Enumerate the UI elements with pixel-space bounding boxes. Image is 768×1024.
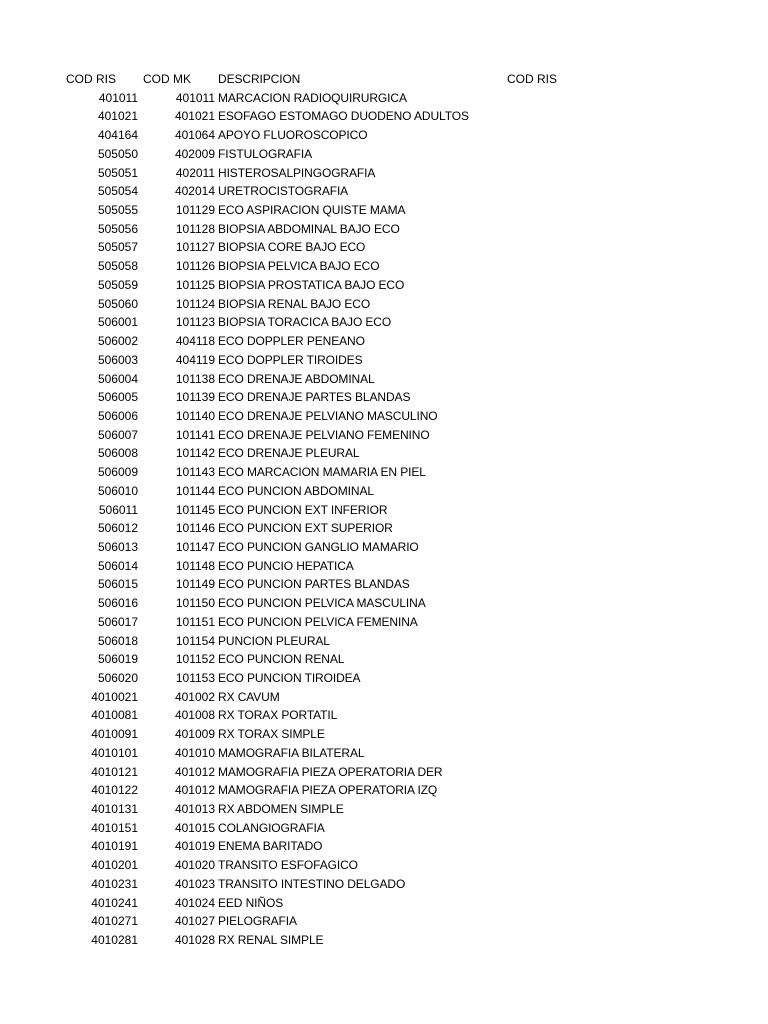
table-row — [0, 594, 768, 613]
cell-cod-mk: 404119 — [175, 352, 215, 367]
cell-cod-ris: 505056 — [97, 221, 138, 236]
cell-cod-mk: 101144 — [175, 483, 215, 498]
cell-cod-mk: 401021 — [174, 109, 215, 124]
cell-descripcion: TRANSITO INTESTINO DELGADO — [218, 876, 406, 891]
cell-cod-mk: 401008 — [174, 708, 215, 723]
cell-cod-mk: 404118 — [175, 334, 215, 349]
header-cod-ris: COD RIS — [66, 72, 117, 86]
cell-descripcion: ECO PUNCION PELVICA MASCULINA — [218, 596, 426, 611]
cell-cod-mk: 101139 — [175, 390, 215, 405]
cell-cod-ris: 4010122 — [91, 783, 138, 798]
header-row — [0, 70, 768, 89]
cell-descripcion: URETROCISTOGRAFIA — [218, 184, 349, 199]
cell-cod-ris: 506009 — [97, 465, 138, 480]
cell-cod-mk: 402011 — [175, 165, 215, 180]
cell-cod-mk: 101124 — [175, 296, 215, 311]
cell-cod-ris: 505055 — [97, 203, 138, 218]
cell-cod-ris: 4010091 — [91, 727, 138, 742]
cell-cod-ris: 4010271 — [91, 914, 138, 929]
cell-cod-mk: 101123 — [175, 315, 215, 330]
table-row — [0, 613, 768, 632]
cell-descripcion: RX TORAX SIMPLE — [218, 727, 325, 742]
cell-descripcion: ECO PUNCION PARTES BLANDAS — [218, 577, 410, 592]
table-row — [0, 538, 768, 557]
cell-descripcion: TRANSITO ESFOFAGICO — [218, 858, 358, 873]
cell-descripcion: APOYO FLUOROSCOPICO — [218, 128, 368, 143]
cell-cod-mk: 101127 — [175, 240, 215, 255]
cell-cod-mk: 401064 — [174, 128, 215, 143]
cell-cod-ris: 506013 — [97, 539, 138, 554]
table-row — [0, 426, 768, 445]
cell-cod-ris: 506014 — [97, 558, 138, 573]
cell-cod-ris: 505057 — [97, 240, 138, 255]
cell-cod-mk: 401002 — [174, 689, 215, 704]
cell-descripcion: RX ABDOMEN SIMPLE — [218, 802, 344, 817]
table-row — [0, 650, 768, 669]
cell-cod-ris: 506010 — [97, 483, 138, 498]
cell-descripcion: ECO DRENAJE PARTES BLANDAS — [218, 390, 411, 405]
cell-descripcion: ECO PUNCION TIROIDEA — [218, 671, 361, 685]
cell-descripcion: RX CAVUM — [218, 689, 280, 704]
cell-descripcion: MAMOGRAFIA PIEZA OPERATORIA DER — [218, 764, 443, 779]
cell-cod-mk: 101140 — [175, 408, 215, 423]
cell-cod-mk: 101149 — [175, 577, 215, 592]
cell-cod-mk: 101152 — [175, 652, 215, 667]
cell-descripcion: RX RENAL SIMPLE — [218, 933, 324, 948]
cell-cod-mk: 101142 — [175, 446, 215, 461]
cell-cod-mk: 101151 — [175, 614, 215, 629]
cell-descripcion: ESOFAGO ESTOMAGO DUODENO ADULTOS — [218, 109, 469, 124]
table-row — [0, 388, 768, 407]
cell-cod-mk: 401015 — [174, 820, 215, 835]
table-row — [0, 444, 768, 463]
cell-cod-mk: 101129 — [175, 203, 215, 218]
cell-descripcion: BIOPSIA RENAL BAJO ECO — [218, 296, 371, 311]
cell-cod-mk: 401012 — [174, 783, 215, 798]
table-row — [0, 89, 768, 108]
cell-descripcion: BIOPSIA CORE BAJO ECO — [218, 240, 366, 255]
cell-cod-mk: 401028 — [174, 933, 215, 948]
cell-cod-mk: 101148 — [175, 558, 215, 573]
cell-cod-mk: 401012 — [174, 764, 215, 779]
cell-cod-ris: 506007 — [97, 427, 138, 442]
table-row — [0, 632, 768, 651]
cell-descripcion: BIOPSIA PROSTATICA BAJO ECO — [218, 277, 405, 292]
cell-cod-ris: 4010281 — [91, 933, 138, 948]
table-row — [0, 557, 768, 576]
table-row — [0, 295, 768, 314]
table-row — [0, 107, 768, 126]
cell-cod-mk: 101145 — [175, 502, 215, 517]
table-row — [0, 894, 768, 913]
cell-descripcion: FISTULOGRAFIA — [218, 146, 313, 161]
cell-cod-mk: 101125 — [175, 277, 215, 292]
table-row — [0, 819, 768, 838]
cell-cod-mk: 101154 — [175, 633, 215, 648]
table-row — [0, 575, 768, 594]
cell-descripcion: PUNCION PLEURAL — [218, 633, 330, 648]
table-row — [0, 501, 768, 520]
cell-descripcion: ECO PUNCION EXT INFERIOR — [218, 502, 388, 517]
table-row — [0, 370, 768, 389]
table-row — [0, 875, 768, 894]
table-row — [0, 800, 768, 819]
cell-cod-ris: 4010191 — [91, 839, 138, 854]
cell-cod-ris: 506012 — [97, 521, 138, 536]
cell-cod-mk: 101141 — [175, 427, 215, 442]
cell-cod-ris: 505050 — [97, 146, 138, 161]
table-body — [0, 89, 768, 950]
cell-descripcion: EED NIÑOS — [218, 895, 284, 910]
cell-cod-mk: 402009 — [174, 146, 215, 161]
table-row — [0, 837, 768, 856]
cell-cod-ris: 404164 — [97, 128, 138, 143]
table-row — [0, 145, 768, 164]
cell-cod-mk: 401027 — [174, 914, 215, 929]
cell-cod-ris: 505058 — [97, 259, 138, 274]
cell-cod-ris: 506001 — [97, 315, 138, 330]
cell-cod-ris: 505060 — [97, 296, 138, 311]
cell-cod-mk: 101147 — [175, 539, 215, 554]
cell-descripcion: COLANGIOGRAFIA — [218, 820, 325, 835]
cell-cod-mk: 101126 — [175, 259, 215, 274]
code-table — [0, 70, 768, 950]
cell-cod-mk: 101138 — [175, 371, 215, 386]
table-row — [0, 706, 768, 725]
cell-cod-ris: 506020 — [97, 671, 138, 685]
cell-descripcion: BIOPSIA TORACICA BAJO ECO — [218, 315, 392, 330]
table-row — [0, 725, 768, 744]
cell-cod-ris: 4010231 — [91, 876, 138, 891]
table-row — [0, 407, 768, 426]
table-row — [0, 463, 768, 482]
table-row — [0, 931, 768, 950]
cell-cod-ris: 506018 — [97, 633, 138, 648]
header-cod-ris-2: COD RIS — [507, 72, 558, 86]
cell-descripcion: ENEMA BARITADO — [218, 839, 323, 854]
cell-cod-ris: 506017 — [97, 614, 138, 629]
header-descripcion: DESCRIPCION — [218, 72, 301, 86]
cell-cod-mk: 401019 — [174, 839, 215, 854]
cell-cod-mk: 101143 — [175, 465, 215, 480]
cell-cod-mk: 401024 — [174, 895, 215, 910]
table-row — [0, 688, 768, 707]
table-row — [0, 763, 768, 782]
cell-descripcion: ECO PUNCION ABDOMINAL — [218, 483, 374, 498]
cell-cod-ris: 505059 — [97, 277, 138, 292]
cell-cod-ris: 506003 — [97, 352, 138, 367]
cell-descripcion: ECO PUNCION EXT SUPERIOR — [218, 521, 393, 536]
cell-cod-ris: 506015 — [97, 577, 138, 592]
table-row — [0, 201, 768, 220]
cell-cod-ris: 505054 — [97, 184, 138, 199]
table-row — [0, 781, 768, 800]
cell-descripcion: ECO PUNCION RENAL — [218, 652, 345, 667]
cell-descripcion: ECO PUNCIO HEPATICA — [218, 558, 354, 573]
cell-descripcion: ECO DRENAJE PELVIANO MASCULINO — [218, 408, 438, 423]
cell-descripcion: ECO PUNCION PELVICA FEMENINA — [218, 614, 418, 629]
cell-descripcion: BIOPSIA ABDOMINAL BAJO ECO — [218, 221, 400, 236]
cell-cod-ris: 506019 — [97, 652, 138, 667]
cell-cod-ris: 506006 — [97, 408, 138, 423]
cell-descripcion: MARCACION RADIOQUIRURGICA — [218, 90, 407, 105]
table-row — [0, 856, 768, 875]
cell-cod-ris: 4010081 — [91, 708, 138, 723]
cell-descripcion: MAMOGRAFIA BILATERAL — [218, 745, 365, 760]
cell-cod-ris: 506016 — [97, 596, 138, 611]
table-row — [0, 257, 768, 276]
cell-descripcion: BIOPSIA PELVICA BAJO ECO — [218, 259, 380, 274]
table-row — [0, 332, 768, 351]
cell-cod-ris: 506004 — [97, 371, 138, 386]
table-row — [0, 912, 768, 931]
table-row — [0, 182, 768, 201]
cell-cod-mk: 101153 — [175, 671, 215, 685]
cell-cod-mk: 401010 — [174, 745, 215, 760]
cell-cod-ris: 4010121 — [91, 764, 138, 779]
cell-descripcion: ECO DOPPLER TIROIDES — [218, 352, 363, 367]
cell-cod-mk: 101150 — [175, 596, 215, 611]
cell-cod-ris: 506005 — [97, 390, 138, 405]
cell-descripcion: ECO DOPPLER PENEANO — [218, 334, 365, 349]
cell-cod-ris: 506002 — [97, 334, 138, 349]
table-row — [0, 744, 768, 763]
cell-cod-ris: 506008 — [97, 446, 138, 461]
cell-descripcion: ECO MARCACION MAMARIA EN PIEL — [218, 465, 426, 480]
cell-cod-mk: 101146 — [175, 521, 215, 536]
cell-cod-ris: 506011 — [98, 502, 138, 517]
cell-cod-ris: 4010151 — [91, 820, 138, 835]
cell-descripcion: MAMOGRAFIA PIEZA OPERATORIA IZQ — [218, 783, 438, 798]
table-row — [0, 126, 768, 145]
cell-cod-mk: 401020 — [174, 858, 215, 873]
cell-descripcion: ECO ASPIRACION QUISTE MAMA — [218, 203, 406, 218]
cell-cod-ris: 4010101 — [91, 745, 138, 760]
table-row — [0, 220, 768, 239]
cell-cod-mk: 401023 — [174, 876, 215, 891]
table-row — [0, 313, 768, 332]
cell-cod-mk: 401013 — [174, 802, 215, 817]
cell-cod-ris: 401011 — [98, 90, 138, 105]
cell-cod-mk: 101128 — [175, 221, 215, 236]
table-row — [0, 519, 768, 538]
cell-cod-mk: 401011 — [175, 90, 215, 105]
cell-descripcion: HISTEROSALPINGOGRAFIA — [218, 165, 376, 180]
table-row — [0, 164, 768, 183]
cell-descripcion: ECO PUNCION GANGLIO MAMARIO — [218, 539, 419, 554]
cell-descripcion: ECO DRENAJE ABDOMINAL — [218, 371, 375, 386]
cell-cod-ris: 4010201 — [91, 858, 138, 873]
cell-descripcion: RX TORAX PORTATIL — [218, 708, 338, 723]
cell-cod-mk: 402014 — [174, 184, 215, 199]
cell-cod-mk: 401009 — [174, 727, 215, 742]
table-row — [0, 238, 768, 257]
cell-cod-ris: 401021 — [97, 109, 138, 124]
table-row — [0, 482, 768, 501]
table-row — [0, 276, 768, 295]
cell-cod-ris: 4010241 — [91, 895, 138, 910]
header-cod-mk: COD MK — [143, 72, 191, 86]
cell-cod-ris: 4010131 — [91, 802, 138, 817]
cell-cod-ris: 505051 — [97, 165, 138, 180]
table-row — [0, 351, 768, 370]
cell-cod-ris: 4010021 — [91, 689, 138, 704]
cell-descripcion: ECO DRENAJE PLEURAL — [218, 446, 360, 461]
cell-descripcion: ECO DRENAJE PELVIANO FEMENINO — [218, 427, 430, 442]
table-row — [0, 669, 768, 688]
cell-descripcion: PIELOGRAFIA — [218, 914, 297, 929]
